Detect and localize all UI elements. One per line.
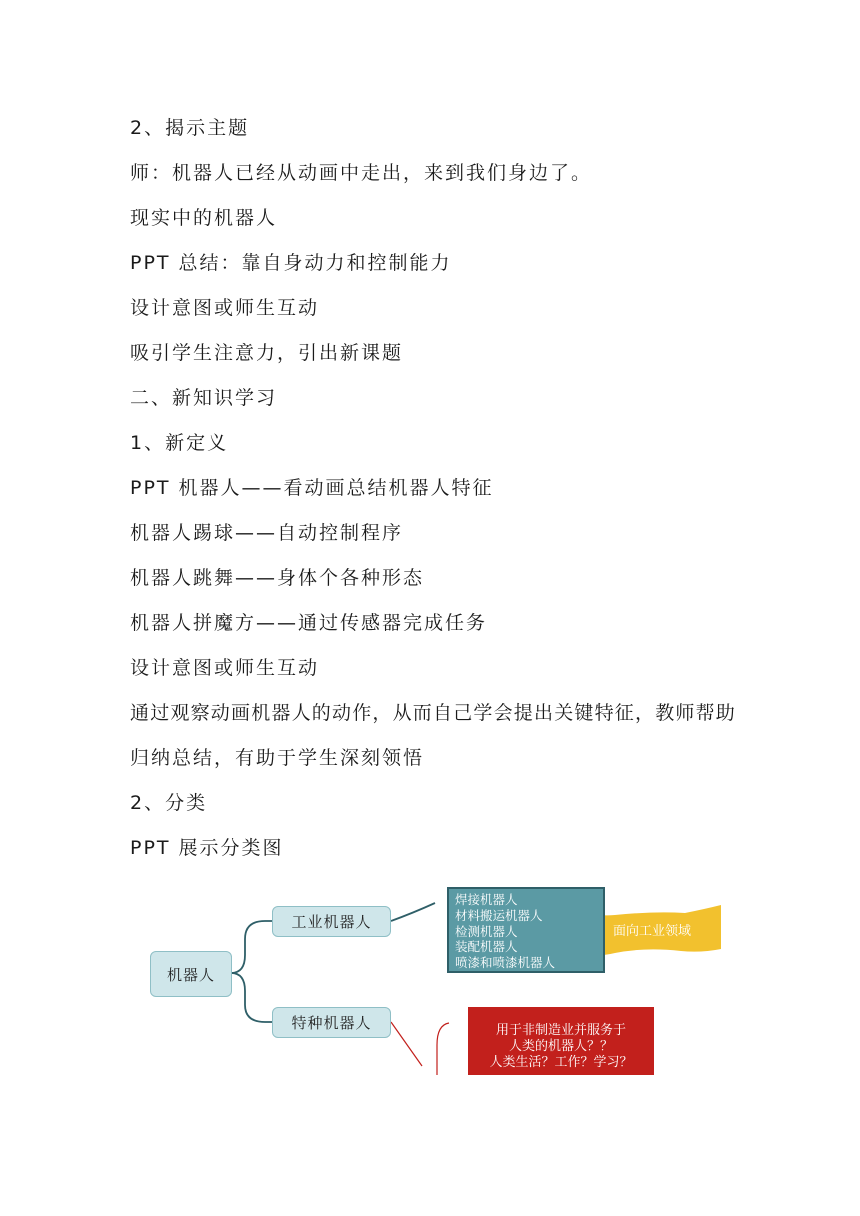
connector-root-special xyxy=(231,973,272,1022)
paragraph: PPT 总结：靠自身动力和控制能力 xyxy=(130,252,452,274)
root-node-label: 机器人 xyxy=(166,965,215,984)
paragraph: 吸引学生注意力，引出新课题 xyxy=(130,342,404,364)
paragraph: 现实中的机器人 xyxy=(130,207,278,229)
connector-industrial-list xyxy=(391,903,435,921)
classification-diagram xyxy=(145,885,735,1075)
description-line: 人类的机器人？？ xyxy=(508,1039,613,1054)
paragraph: 2、揭示主题 xyxy=(130,117,250,139)
paragraph: 设计意图或师生互动 xyxy=(130,297,320,319)
list-item: 焊接机器人 xyxy=(455,892,518,907)
paragraph: 师：机器人已经从动画中走出，来到我们身边了。 xyxy=(130,162,593,184)
paragraph: PPT 展示分类图 xyxy=(130,837,284,859)
paragraph: 设计意图或师生互动 xyxy=(130,657,320,679)
list-item: 材料搬运机器人 xyxy=(455,907,543,923)
industrial-examples-box xyxy=(447,887,605,973)
special-robot-label: 特种机器人 xyxy=(291,1014,372,1032)
list-item: 喷漆和喷漆机器人 xyxy=(455,955,556,971)
subheading: 1、新定义 xyxy=(130,432,229,454)
root-node xyxy=(150,951,232,997)
subheading: 2、分类 xyxy=(130,792,208,814)
industrial-banner-label: 面向工业领域 xyxy=(612,924,691,939)
special-robot-node xyxy=(272,1007,391,1038)
bracket-special xyxy=(437,1023,449,1075)
connector-special-box xyxy=(391,1022,422,1066)
paragraph: 归纳总结，有助于学生深刻领悟 xyxy=(130,747,425,769)
paragraph: 通过观察动画机器人的动作，从而自己学会提出关键特征，教师帮助 xyxy=(130,702,737,724)
paragraph: 机器人拼魔方——通过传感器完成任务 xyxy=(130,612,488,634)
industrial-robot-node xyxy=(272,906,391,937)
description-line: 用于非制造业并服务于 xyxy=(495,1023,626,1038)
section-heading: 二、新知识学习 xyxy=(130,387,278,409)
list-item: 检测机器人 xyxy=(455,923,518,939)
connector-root-industrial xyxy=(231,921,272,973)
paragraph: 机器人跳舞——身体个各种形态 xyxy=(130,567,425,589)
paragraph: 机器人踢球——自动控制程序 xyxy=(130,522,404,544)
industrial-robot-label: 工业机器人 xyxy=(291,913,372,931)
description-line: 人类生活？工作？学习？ xyxy=(489,1055,633,1070)
paragraph: PPT 机器人——看动画总结机器人特征 xyxy=(130,477,494,499)
special-description-box xyxy=(468,1007,654,1075)
list-item: 装配机器人 xyxy=(455,939,518,955)
